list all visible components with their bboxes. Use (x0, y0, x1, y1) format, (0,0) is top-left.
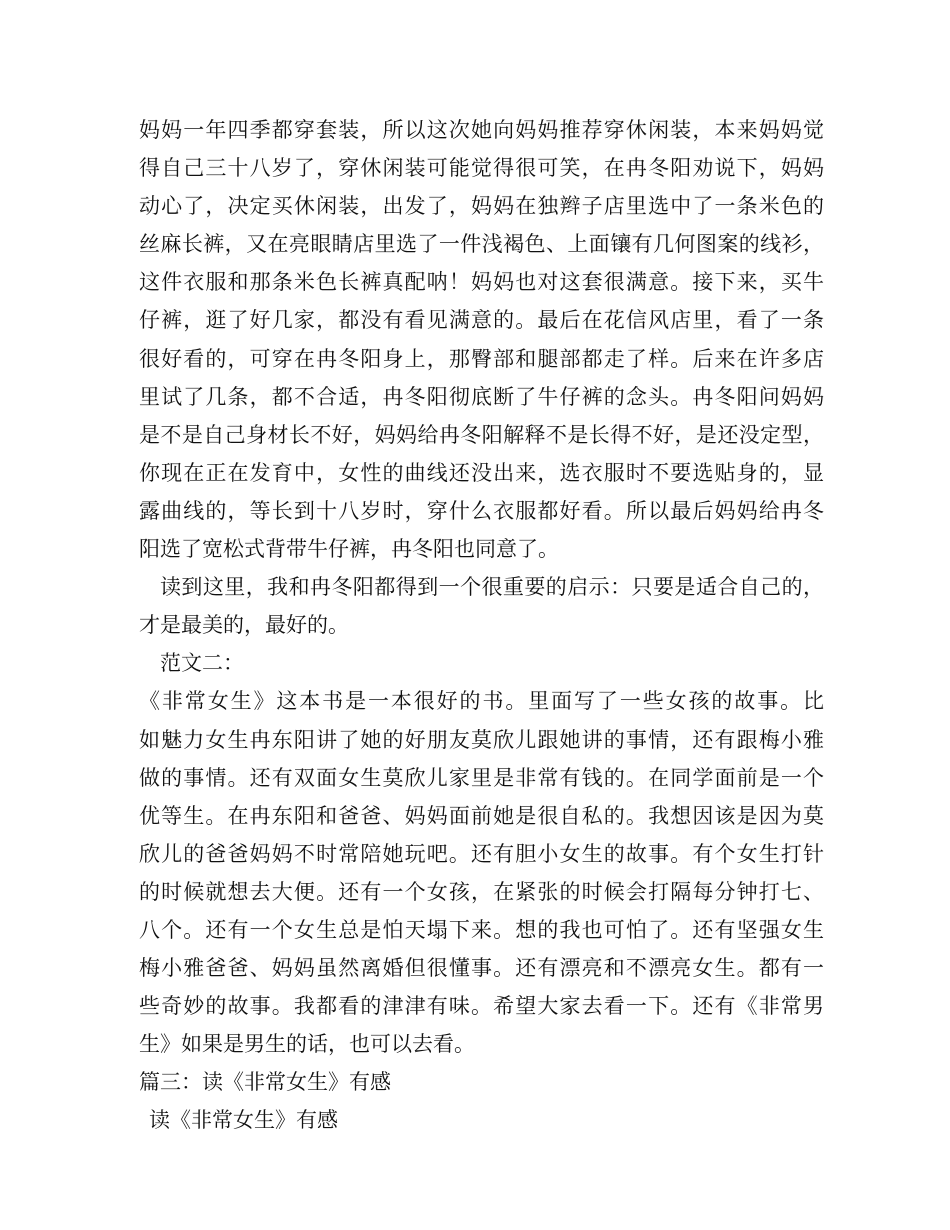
text-line: 妈妈一年四季都穿套装，所以这次她向妈妈推荐穿休闲装，本来妈妈觉 (139, 118, 824, 142)
section-heading: 篇三：读《非常女生》有感 (139, 1070, 391, 1095)
article-title: 读《非常女生》有感 (149, 1108, 338, 1133)
text-line: 八个。还有一个女生总是怕天塌下来。想的我也可怕了。还有坚强女生 (139, 917, 824, 942)
text-line: 得自己三十八岁了，穿休闲装可能觉得很可笑，在冉冬阳劝说下，妈妈 (139, 156, 824, 181)
text-line: 仔裤，逛了好几家，都没有看见满意的。最后在花信风店里，看了一条 (139, 308, 824, 333)
text-line: 里试了几条，都不合适，冉冬阳彻底断了牛仔裤的念头。冉冬阳问妈妈 (139, 384, 824, 409)
text-line: 生》如果是男生的话，也可以去看。 (139, 1032, 475, 1057)
text-line: 梅小雅爸爸、妈妈虽然离婚但很懂事。还有漂亮和不漂亮女生。都有一 (139, 956, 824, 981)
text-line: 动心了，决定买休闲装，出发了，妈妈在独辫子店里选中了一条米色的 (139, 194, 824, 219)
text-line: 你现在正在发育中，女性的曲线还没出来，选衣服时不要选贴身的，显 (139, 460, 824, 485)
text-line: 这件衣服和那条米色长裤真配呐！妈妈也对这套很满意。接下来，买牛 (139, 270, 824, 295)
text-line: 露曲线的，等长到十八岁时，穿什么衣服都好看。所以最后妈妈给冉冬 (139, 498, 824, 523)
text-line: 《非常女生》这本书是一本很好的书。里面写了一些女孩的故事。比 (139, 689, 824, 714)
text-line: 欣儿的爸爸妈妈不时常陪她玩吧。还有胆小女生的故事。有个女生打针 (139, 841, 824, 866)
section-heading: 范文二： (160, 651, 244, 676)
text-line: 优等生。在冉东阳和爸爸、妈妈面前她是很自私的。我想因该是因为莫 (139, 803, 824, 828)
text-line: 些奇妙的故事。我都看的津津有味。希望大家去看一下。还有《非常男 (139, 994, 824, 1019)
text-line: 读到这里，我和冉冬阳都得到一个很重要的启示：只要是适合自己的， (160, 575, 824, 600)
text-line: 很好看的，可穿在冉冬阳身上，那臀部和腿部都走了样。后来在许多店 (139, 346, 824, 371)
text-line: 的时候就想去大便。还有一个女孩，在紧张的时候会打隔每分钟打七、 (139, 879, 824, 904)
text-line: 丝麻长裤，又在亮眼睛店里选了一件浅褐色、上面镶有几何图案的线衫， (139, 232, 824, 257)
text-line: 如魅力女生冉东阳讲了她的好朋友莫欣儿跟她讲的事情，还有跟梅小雅 (139, 727, 824, 752)
text-line: 是不是自己身材长不好，妈妈给冉冬阳解释不是长得不好，是还没定型， (139, 422, 824, 447)
text-line: 阳选了宽松式背带牛仔裤，冉冬阳也同意了。 (139, 537, 559, 562)
document-body (139, 111, 824, 1140)
text-line: 才是最美的，最好的。 (139, 613, 349, 638)
text-line: 做的事情。还有双面女生莫欣儿家里是非常有钱的。在同学面前是一个 (139, 765, 824, 790)
